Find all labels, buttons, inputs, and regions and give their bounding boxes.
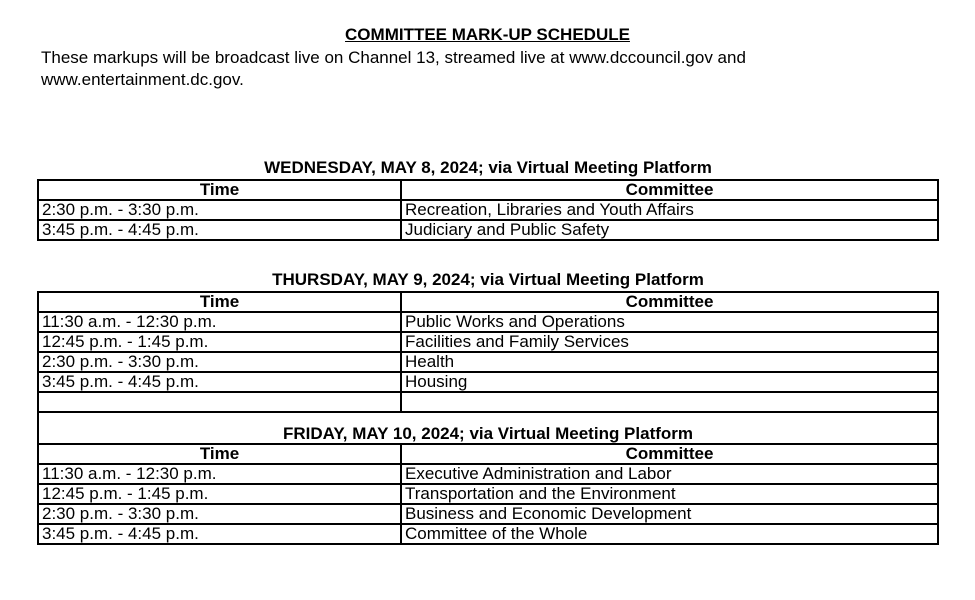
time-cell: 11:30 a.m. - 12:30 p.m.: [38, 312, 401, 332]
column-header-committee: Committee: [401, 444, 938, 464]
table-row: [38, 352, 938, 372]
table-row: [38, 484, 938, 504]
column-header-committee: Committee: [401, 180, 938, 200]
column-header-time: Time: [38, 292, 401, 312]
table-row: [38, 524, 938, 544]
table-header-row: [38, 444, 938, 464]
committee-cell: Judiciary and Public Safety: [401, 220, 938, 240]
table-row: [38, 464, 938, 484]
time-cell: 3:45 p.m. - 4:45 p.m.: [38, 524, 401, 544]
day-heading-wednesday: WEDNESDAY, MAY 8, 2024; via Virtual Meeting Platform: [264, 158, 712, 177]
committee-cell: Executive Administration and Labor: [401, 464, 938, 484]
empty-row: [38, 392, 938, 412]
committee-cell: Transportation and the Environment: [401, 484, 938, 504]
time-cell: 12:45 p.m. - 1:45 p.m.: [38, 332, 401, 352]
time-cell: 12:45 p.m. - 1:45 p.m.: [38, 484, 401, 504]
day-heading-thursday: THURSDAY, MAY 9, 2024; via Virtual Meeting Platform: [272, 270, 704, 289]
column-header-time: Time: [38, 444, 401, 464]
time-cell: 11:30 a.m. - 12:30 p.m.: [38, 464, 401, 484]
time-cell: 3:45 p.m. - 4:45 p.m.: [38, 220, 401, 240]
time-cell: 2:30 p.m. - 3:30 p.m.: [38, 352, 401, 372]
committee-cell: Public Works and Operations: [401, 312, 938, 332]
table-header-row: [38, 180, 938, 200]
table-row: [38, 312, 938, 332]
column-header-time: Time: [38, 180, 401, 200]
committee-cell: Recreation, Libraries and Youth Affairs: [401, 200, 938, 220]
schedule-table-thursday-friday: [37, 291, 939, 545]
day-heading-friday: FRIDAY, MAY 10, 2024; via Virtual Meeting Platform: [38, 412, 938, 444]
committee-cell: Business and Economic Development: [401, 504, 938, 524]
table-row: [38, 372, 938, 392]
committee-cell: Facilities and Family Services: [401, 332, 938, 352]
column-header-committee: Committee: [401, 292, 938, 312]
page-title: COMMITTEE MARK-UP SCHEDULE: [345, 25, 630, 44]
table-row: [38, 504, 938, 524]
table-row: [38, 200, 938, 220]
committee-cell: Committee of the Whole: [401, 524, 938, 544]
committee-cell: Health: [401, 352, 938, 372]
committee-cell: Housing: [401, 372, 938, 392]
empty-cell: [401, 392, 938, 412]
table-row: [38, 220, 938, 240]
empty-cell: [38, 392, 401, 412]
broadcast-notice: These markups will be broadcast live on Channel 13, streamed live at www.dccouncil.gov and www.entertainment.dc.gov.: [41, 48, 746, 89]
time-cell: 2:30 p.m. - 3:30 p.m.: [38, 200, 401, 220]
schedule-table-wednesday: [37, 179, 939, 241]
time-cell: 3:45 p.m. - 4:45 p.m.: [38, 372, 401, 392]
day-heading-row: [38, 412, 938, 444]
table-header-row: [38, 292, 938, 312]
time-cell: 2:30 p.m. - 3:30 p.m.: [38, 504, 401, 524]
table-row: [38, 332, 938, 352]
